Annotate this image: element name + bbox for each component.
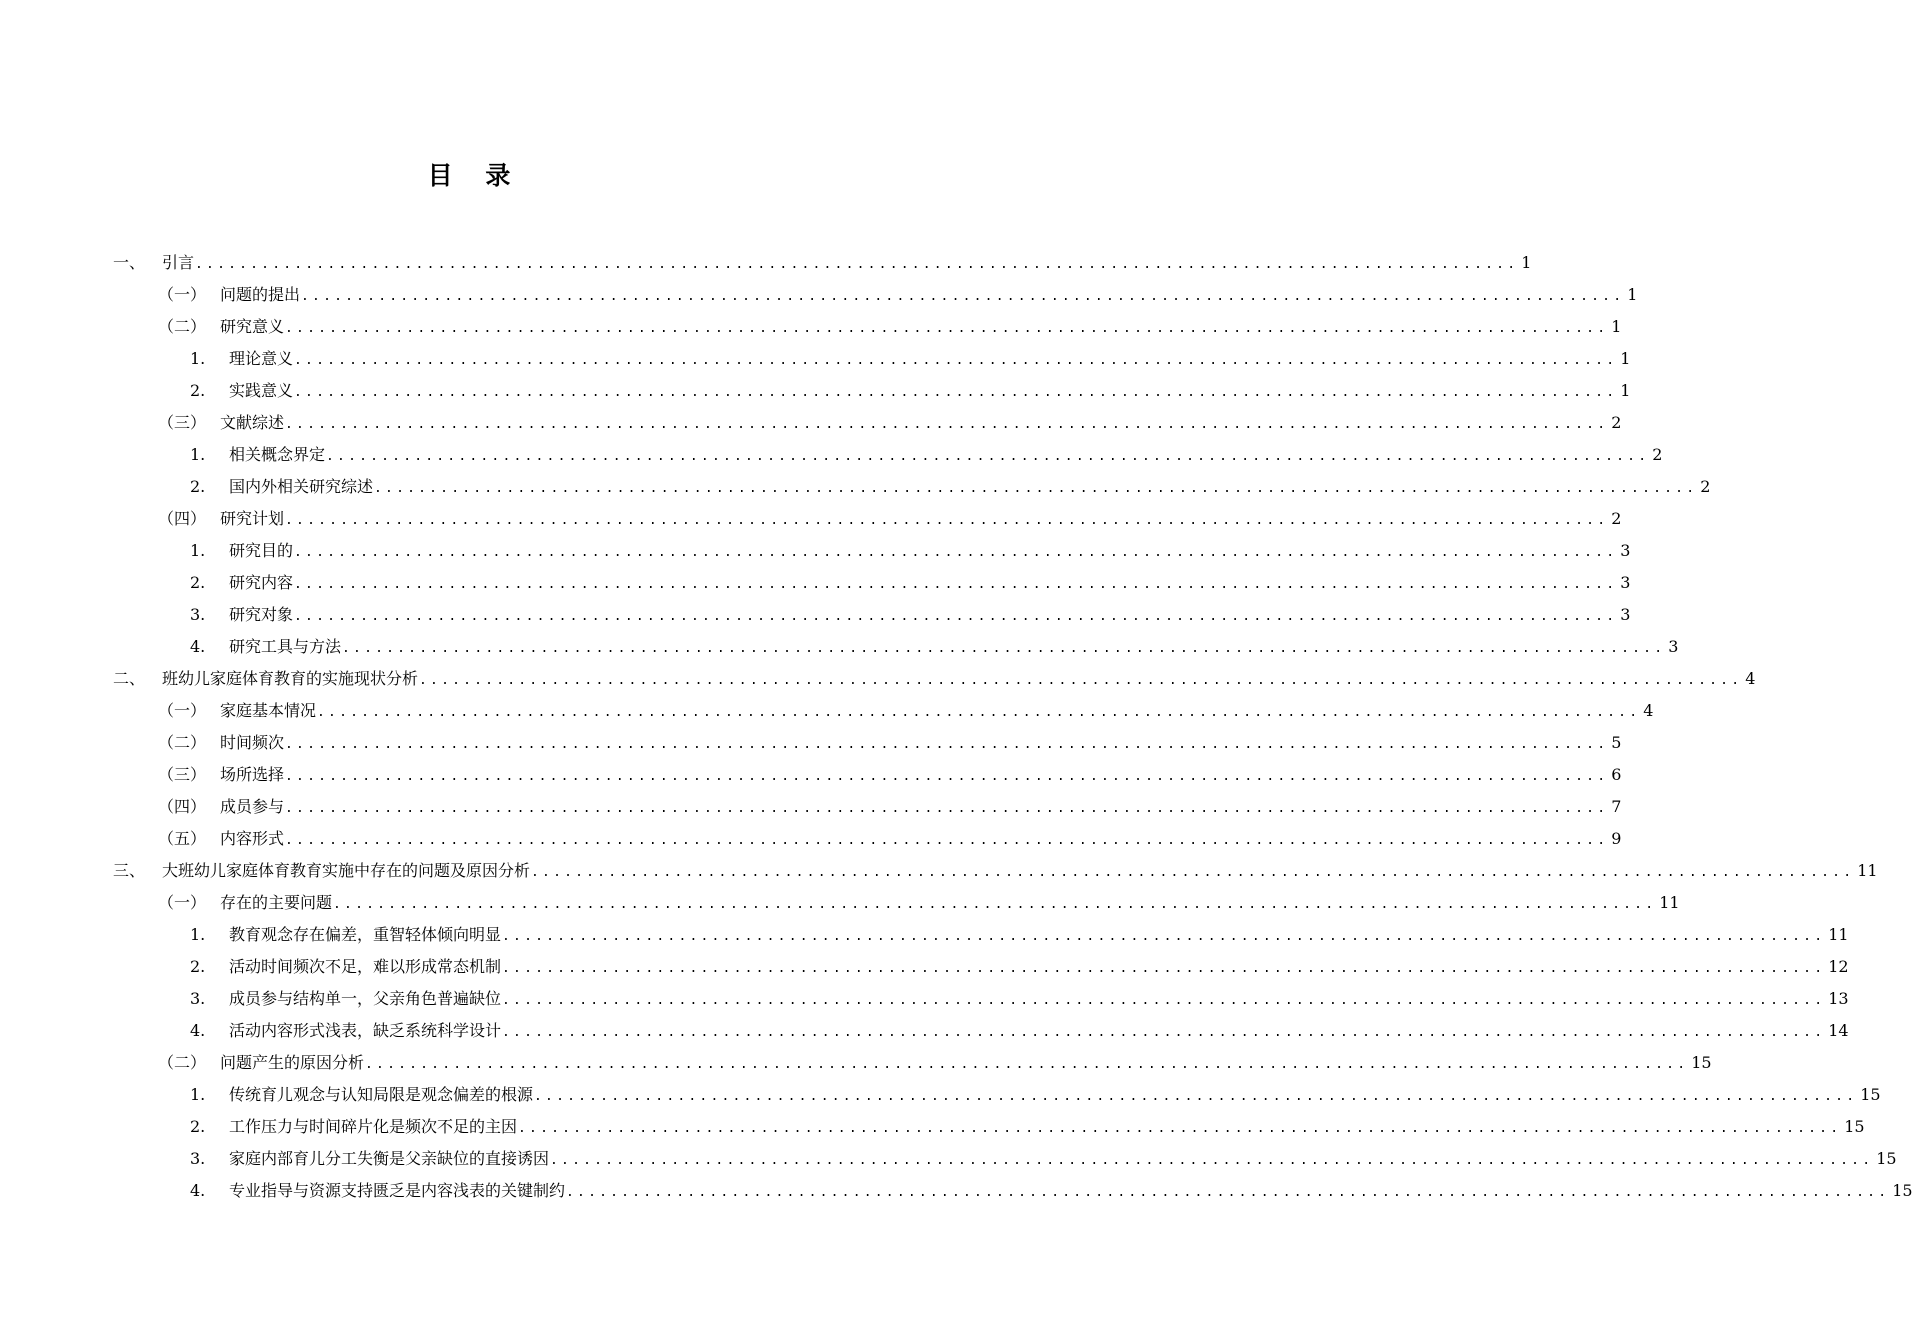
toc-entry-title: 存在的主要问题 xyxy=(220,893,333,912)
toc-entry[interactable] xyxy=(0,1143,1897,1175)
toc-leader-dots: ........................................................................................................................ xyxy=(502,993,1826,1008)
toc-entry[interactable] xyxy=(0,663,1756,695)
toc-entry-number: （五） xyxy=(158,829,207,848)
toc-entry-number: 2. xyxy=(190,1117,206,1136)
toc-entry-page-number: 13 xyxy=(1828,989,1849,1008)
toc-leader-dots: ........................................................................................................................ xyxy=(502,1025,1826,1040)
toc-leader-dots: ........................................................................................................................ xyxy=(502,929,1826,944)
toc-leader-dots: ........................................................................................................................ xyxy=(502,961,1826,976)
toc-entry-number: 1. xyxy=(190,541,206,560)
toc-entry-title: 内容形式 xyxy=(220,829,285,848)
toc-leader-dots: ........................................................................................................................ xyxy=(285,801,1609,816)
toc-entry-line xyxy=(162,663,1756,697)
toc-entry-title: 时间频次 xyxy=(220,733,285,752)
toc-entry-page-number: 3 xyxy=(1620,573,1631,592)
toc-entry-title: 文献综述 xyxy=(220,413,285,432)
toc-leader-dots: ........................................................................................................................ xyxy=(294,577,1618,592)
toc-entry-number: （四） xyxy=(158,797,207,816)
toc-entry-line xyxy=(229,1079,1881,1113)
toc-entry[interactable] xyxy=(0,919,1849,951)
toc-entry-page-number: 9 xyxy=(1611,829,1622,848)
toc-entry-title: 研究意义 xyxy=(220,317,285,336)
toc-entry[interactable] xyxy=(0,247,1532,279)
toc-entry[interactable] xyxy=(0,343,1631,375)
toc-entry-number: 4. xyxy=(190,1021,206,1040)
toc-entry-title: 成员参与 xyxy=(220,797,285,816)
toc-leader-dots: ........................................................................................................................ xyxy=(534,1089,1858,1104)
toc-entry-title: 成员参与结构单一，父亲角色普遍缺位 xyxy=(229,989,502,1008)
toc-entry-title: 活动时间频次不足，难以形成常态机制 xyxy=(229,957,502,976)
toc-entry-line xyxy=(229,919,1849,953)
toc-entry-number: 3. xyxy=(190,1149,206,1168)
toc-entry-title: 实践意义 xyxy=(229,381,294,400)
toc-entry-number: （三） xyxy=(158,413,207,432)
toc-entry-number: 1. xyxy=(190,925,206,944)
toc-entry-title: 大班幼儿家庭体育教育实施中存在的问题及原因分析 xyxy=(162,861,531,880)
toc-entry[interactable] xyxy=(0,567,1631,599)
toc-entry-number: （一） xyxy=(158,285,207,304)
toc-entry-number: 1. xyxy=(190,445,206,464)
toc-entry-line xyxy=(229,1175,1913,1209)
toc-entry-line xyxy=(220,791,1622,825)
toc-entry[interactable] xyxy=(0,791,1622,823)
toc-entry-page-number: 15 xyxy=(1691,1053,1712,1072)
toc-entry-title: 国内外相关研究综述 xyxy=(229,477,374,496)
toc-entry-title: 理论意义 xyxy=(229,349,294,368)
toc-entry-title: 活动内容形式浅表，缺乏系统科学设计 xyxy=(229,1021,502,1040)
toc-entry-page-number: 2 xyxy=(1700,477,1711,496)
toc-entry-page-number: 6 xyxy=(1611,765,1622,784)
toc-entry-page-number: 15 xyxy=(1876,1149,1897,1168)
toc-entry-line xyxy=(220,1047,1712,1081)
toc-entry-number: 3. xyxy=(190,989,206,1008)
toc-entry-page-number: 14 xyxy=(1828,1021,1849,1040)
toc-entry[interactable] xyxy=(0,535,1631,567)
toc-entry-line xyxy=(229,951,1849,985)
toc-entry[interactable] xyxy=(0,1079,1881,1111)
toc-entry-number: 三、 xyxy=(113,861,146,880)
toc-entry-line xyxy=(229,375,1631,409)
toc-entry-line xyxy=(229,567,1631,601)
toc-entry-number: 4. xyxy=(190,637,206,656)
toc-entry-number: 2. xyxy=(190,477,206,496)
toc-leader-dots: ........................................................................................................................ xyxy=(326,449,1650,464)
toc-entry-page-number: 11 xyxy=(1659,893,1680,912)
toc-leader-dots: ........................................................................................................................ xyxy=(294,545,1618,560)
toc-entry-number: 一、 xyxy=(113,253,146,272)
toc-entry-line xyxy=(220,279,1638,313)
toc-entry[interactable] xyxy=(0,599,1631,631)
toc-leader-dots: ........................................................................................................................ xyxy=(365,1057,1689,1072)
toc-leader-dots: ........................................................................................................................ xyxy=(317,705,1641,720)
toc-entry-page-number: 5 xyxy=(1611,733,1622,752)
toc-entry-line xyxy=(220,727,1622,761)
toc-entry-title: 家庭内部育儿分工失衡是父亲缺位的直接诱因 xyxy=(229,1149,550,1168)
toc-entry-page-number: 11 xyxy=(1828,925,1849,944)
toc-leader-dots: ........................................................................................................................ xyxy=(285,417,1609,432)
toc-entry-number: （二） xyxy=(158,317,207,336)
toc-entry-title: 场所选择 xyxy=(220,765,285,784)
toc-entry[interactable] xyxy=(0,855,1878,887)
toc-entry-page-number: 3 xyxy=(1620,541,1631,560)
toc-entry-number: 3. xyxy=(190,605,206,624)
toc-entry-number: 2. xyxy=(190,381,206,400)
toc-entry-page-number: 4 xyxy=(1745,669,1756,688)
toc-entry-page-number: 11 xyxy=(1857,861,1878,880)
toc-entry[interactable] xyxy=(0,311,1622,343)
toc-entry-line xyxy=(220,695,1654,729)
toc-entry[interactable] xyxy=(0,439,1663,471)
toc-leader-dots: ........................................................................................................................ xyxy=(566,1185,1890,1200)
toc-entry-title: 传统育儿观念与认知局限是观念偏差的根源 xyxy=(229,1085,534,1104)
toc-entry-page-number: 1 xyxy=(1620,349,1631,368)
toc-entry-page-number: 4 xyxy=(1643,701,1654,720)
page-title: 目 录 xyxy=(427,161,523,190)
toc-entry-page-number: 2 xyxy=(1611,509,1622,528)
toc-entry[interactable] xyxy=(0,951,1849,983)
toc-entry-number: （二） xyxy=(158,733,207,752)
toc-entry-line xyxy=(229,471,1711,505)
toc-entry-line xyxy=(229,535,1631,569)
toc-entry-line xyxy=(220,407,1622,441)
toc-entry[interactable] xyxy=(0,695,1654,727)
toc-leader-dots: ........................................................................................................................ xyxy=(285,513,1609,528)
toc-entry-page-number: 2 xyxy=(1611,413,1622,432)
toc-entry-page-number: 7 xyxy=(1611,797,1622,816)
toc-entry-line xyxy=(229,343,1631,377)
toc-entry-number: 1. xyxy=(190,1085,206,1104)
toc-entry-number: （四） xyxy=(158,509,207,528)
toc-entry-title: 专业指导与资源支持匮乏是内容浅表的关键制约 xyxy=(229,1181,566,1200)
toc-leader-dots: ........................................................................................................................ xyxy=(285,737,1609,752)
toc-entry-line xyxy=(220,759,1622,793)
toc-leader-dots: ........................................................................................................................ xyxy=(285,769,1609,784)
toc-entry-line xyxy=(229,1015,1849,1049)
toc-entry-line xyxy=(220,311,1622,345)
toc-entry-number: 2. xyxy=(190,957,206,976)
toc-leader-dots: ........................................................................................................................ xyxy=(342,641,1666,656)
toc-leader-dots: ........................................................................................................................ xyxy=(518,1121,1842,1136)
toc-entry[interactable] xyxy=(0,1175,1913,1207)
toc-entry-title: 问题的提出 xyxy=(220,285,301,304)
toc-entry-page-number: 15 xyxy=(1892,1181,1913,1200)
toc-entry[interactable] xyxy=(0,407,1622,439)
toc-entry-title: 问题产生的原因分析 xyxy=(220,1053,365,1072)
toc-entry-page-number: 3 xyxy=(1620,605,1631,624)
toc-entry-line xyxy=(229,983,1849,1017)
toc-leader-dots: ........................................................................................................................ xyxy=(195,257,1519,272)
toc-entry-title: 教育观念存在偏差，重智轻体倾向明显 xyxy=(229,925,502,944)
toc-entry-line xyxy=(162,247,1532,281)
toc-entry-title: 工作压力与时间碎片化是频次不足的主因 xyxy=(229,1117,518,1136)
toc-entry-title: 家庭基本情况 xyxy=(220,701,317,720)
toc-entry-line xyxy=(229,631,1679,665)
toc-leader-dots: ........................................................................................................................ xyxy=(294,353,1618,368)
toc-entry[interactable] xyxy=(0,759,1622,791)
toc-entry[interactable] xyxy=(0,1111,1865,1143)
toc-entry-page-number: 1 xyxy=(1521,253,1532,272)
toc-entry[interactable] xyxy=(0,375,1631,407)
toc-entry-page-number: 1 xyxy=(1627,285,1638,304)
toc-entry-page-number: 12 xyxy=(1828,957,1849,976)
toc-entry-page-number: 3 xyxy=(1668,637,1679,656)
toc-entry-title: 研究计划 xyxy=(220,509,285,528)
toc-entry-line xyxy=(162,855,1878,889)
toc-entry-page-number: 1 xyxy=(1620,381,1631,400)
toc-entry-line xyxy=(220,823,1622,857)
toc-entry[interactable] xyxy=(0,1015,1849,1047)
toc-entry-page-number: 15 xyxy=(1860,1085,1881,1104)
toc-entry-title: 研究内容 xyxy=(229,573,294,592)
toc-entry-number: （一） xyxy=(158,893,207,912)
toc-leader-dots: ........................................................................................................................ xyxy=(550,1153,1874,1168)
toc-entry-title: 相关概念界定 xyxy=(229,445,326,464)
toc-entry-title: 班幼儿家庭体育教育的实施现状分析 xyxy=(162,669,419,688)
toc-leader-dots: ........................................................................................................................ xyxy=(294,609,1618,624)
toc-entry-page-number: 1 xyxy=(1611,317,1622,336)
toc-entry-title: 引言 xyxy=(162,253,195,272)
toc-leader-dots: ........................................................................................................................ xyxy=(374,481,1698,496)
toc-entry-page-number: 2 xyxy=(1652,445,1663,464)
toc-entry-line xyxy=(229,1111,1865,1145)
toc-entry-number: （三） xyxy=(158,765,207,784)
toc-entry-title: 研究目的 xyxy=(229,541,294,560)
toc-entry-line xyxy=(229,599,1631,633)
toc-entry[interactable] xyxy=(0,471,1711,503)
toc-entry[interactable] xyxy=(0,887,1680,919)
toc-entry[interactable] xyxy=(0,727,1622,759)
toc-entry-title: 研究工具与方法 xyxy=(229,637,342,656)
toc-leader-dots: ........................................................................................................................ xyxy=(419,673,1743,688)
toc-entry-page-number: 15 xyxy=(1844,1117,1865,1136)
toc-entry-number: （二） xyxy=(158,1053,207,1072)
toc-entry-line xyxy=(220,887,1680,921)
toc-entry[interactable] xyxy=(0,983,1849,1015)
toc-entry[interactable] xyxy=(0,1047,1712,1079)
toc-leader-dots: ........................................................................................................................ xyxy=(531,865,1855,880)
toc-leader-dots: ........................................................................................................................ xyxy=(285,833,1609,848)
toc-leader-dots: ........................................................................................................................ xyxy=(333,897,1657,912)
toc-entry-line xyxy=(220,503,1622,537)
toc-entry-title: 研究对象 xyxy=(229,605,294,624)
toc-entry-line xyxy=(229,1143,1897,1177)
toc-entry[interactable] xyxy=(0,823,1622,855)
toc-entry[interactable] xyxy=(0,503,1622,535)
toc-leader-dots: ........................................................................................................................ xyxy=(285,321,1609,336)
toc-entry-number: 1. xyxy=(190,349,206,368)
toc-entry-number: 2. xyxy=(190,573,206,592)
toc-entry-number: 二、 xyxy=(113,669,146,688)
toc-entry-line xyxy=(229,439,1663,473)
toc-entry[interactable] xyxy=(0,279,1638,311)
toc-entry-number: 4. xyxy=(190,1181,206,1200)
toc-entry[interactable] xyxy=(0,631,1679,663)
toc-leader-dots: ........................................................................................................................ xyxy=(301,289,1625,304)
toc-entry-number: （一） xyxy=(158,701,207,720)
table-of-contents xyxy=(0,247,1913,1207)
toc-leader-dots: ........................................................................................................................ xyxy=(294,385,1618,400)
